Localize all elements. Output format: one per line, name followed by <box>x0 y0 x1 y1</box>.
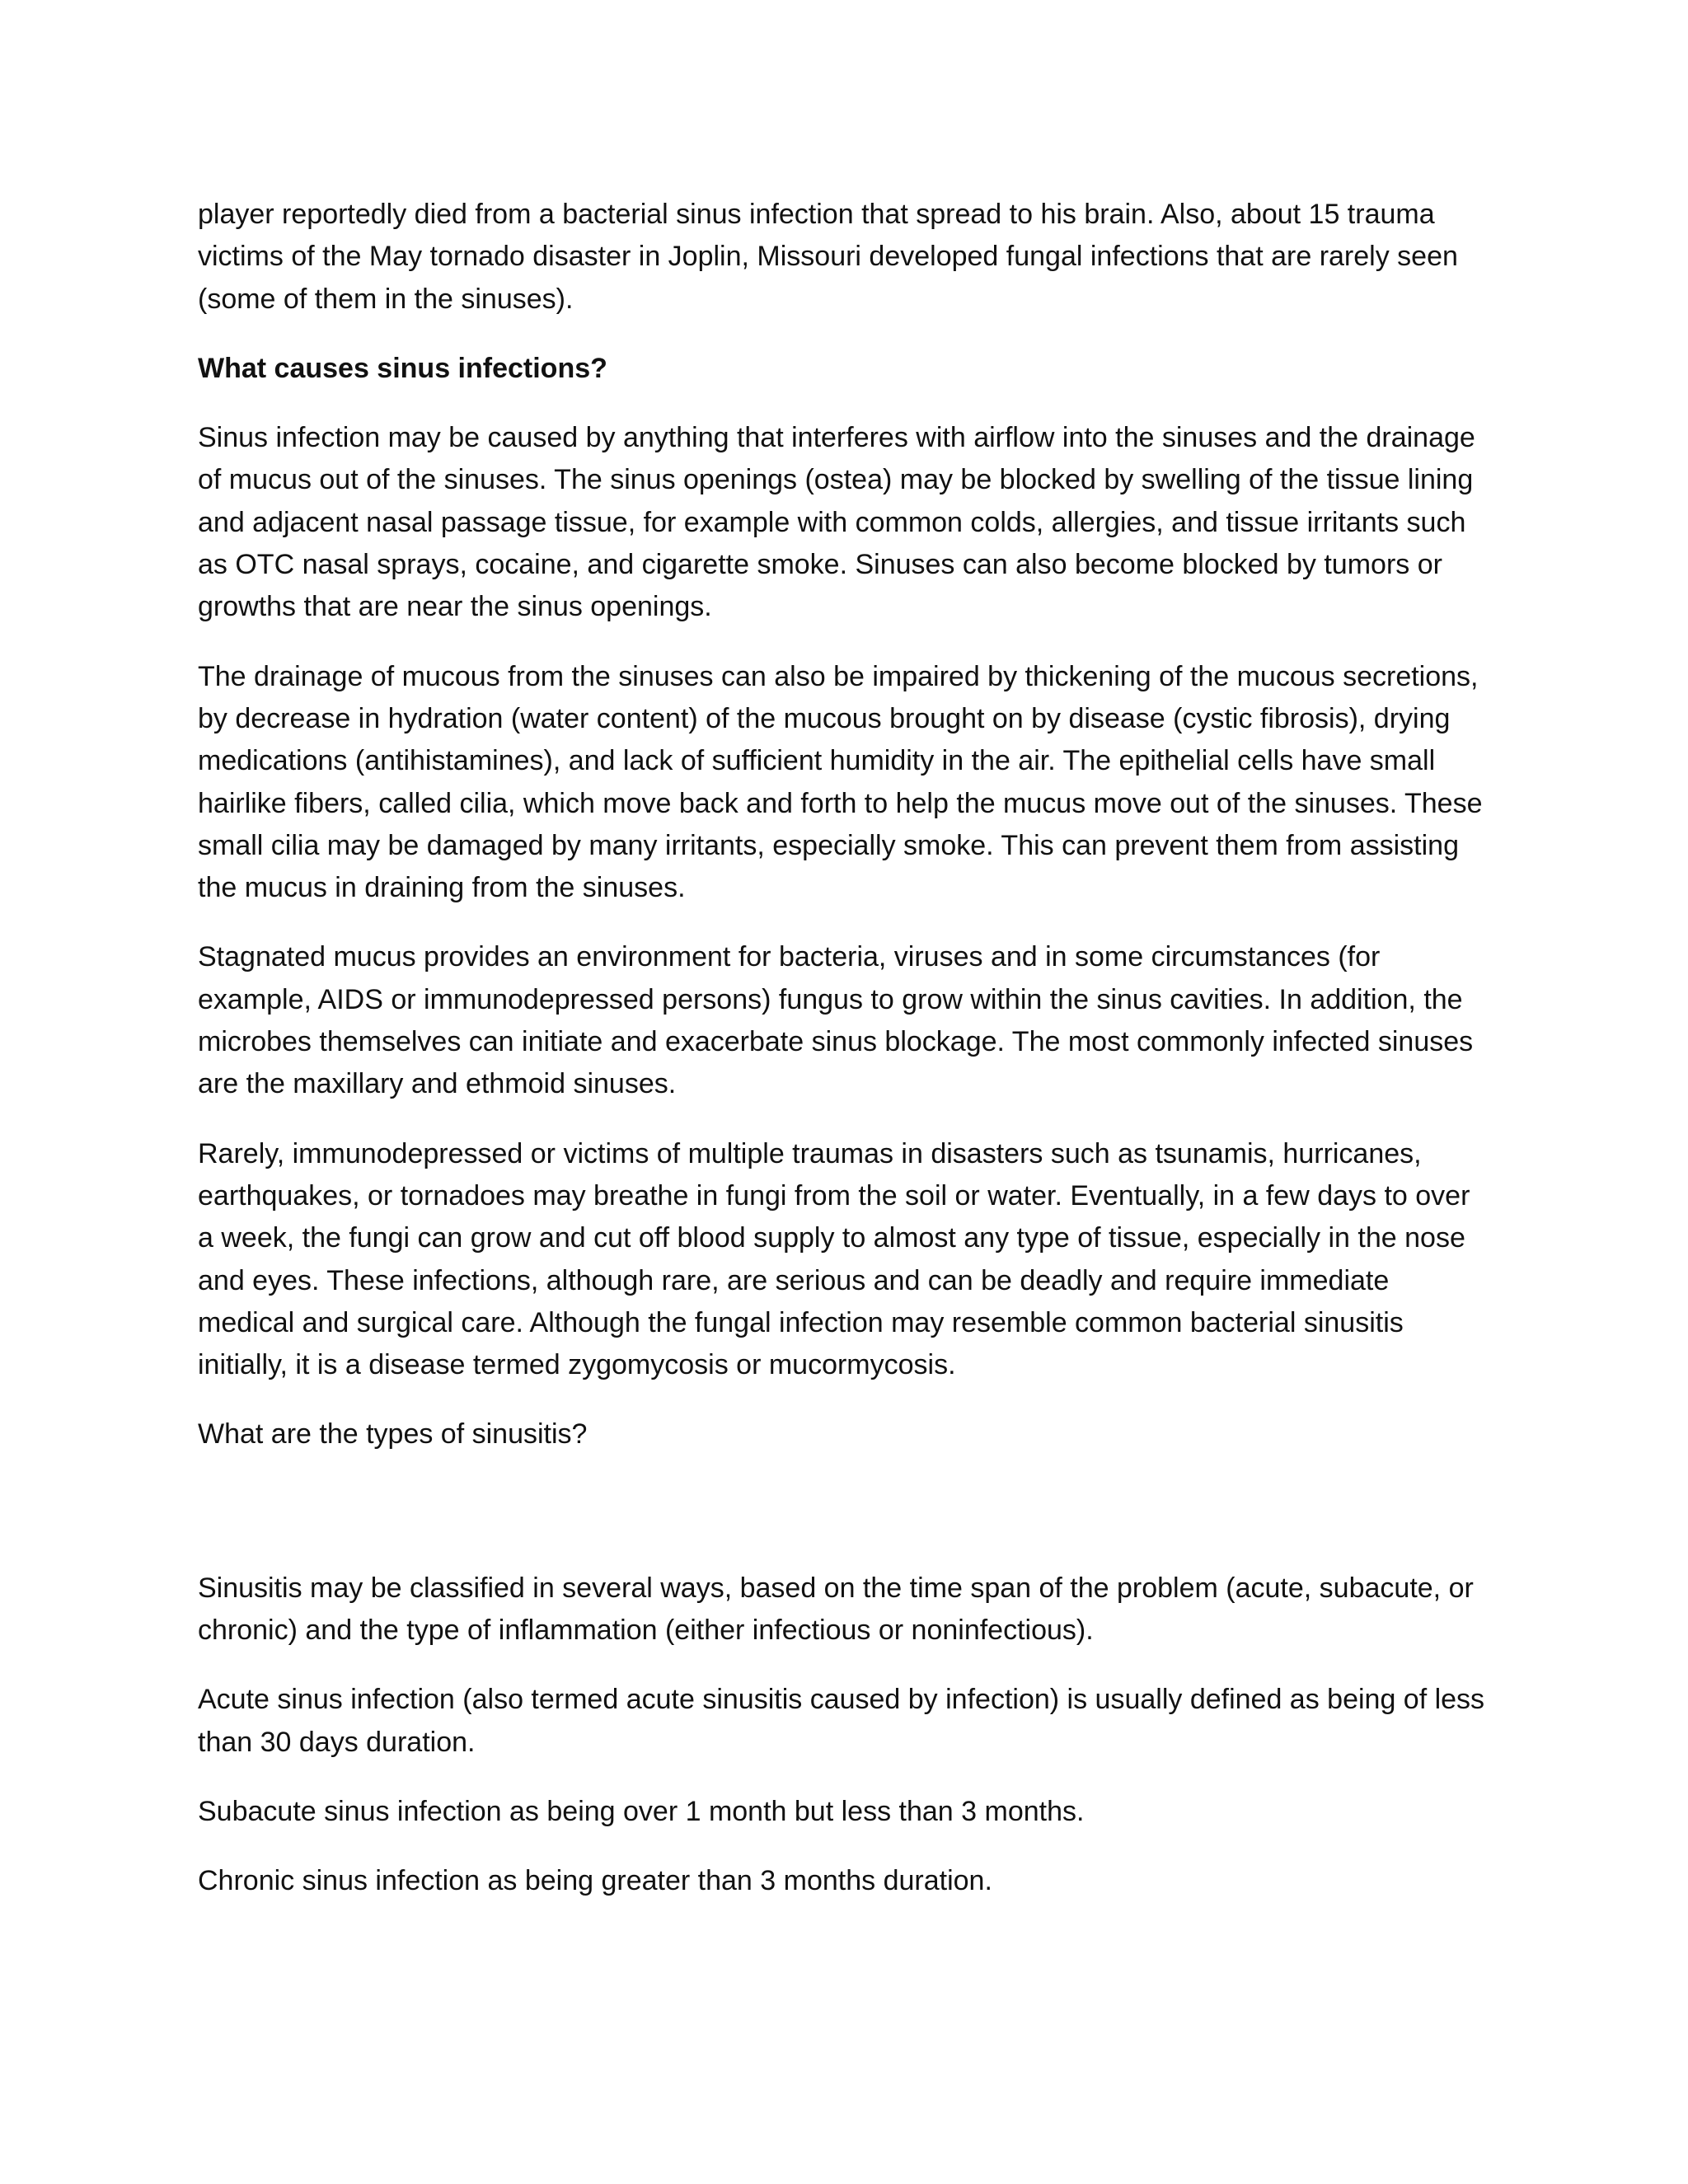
paragraph-classification: Sinusitis may be classified in several ways, based on the time span of the problem (acute, subacute, or chronic) and the type of inflammation (either infectious or noninfectious). <box>198 1572 1474 1647</box>
paragraph-causes: Sinus infection may be caused by anything that interferes with airflow into the sinuses and the drainage of mucus out of the sinuses. The sinus openings (ostea) may be blocked by swelling of the tissue lining and adjacent nasal passage tissue, for example with common colds, allergies, and tissue irritants such as OTC nasal sprays, cocaine, and cigarette smoke. Sinuses can also become blocked by tumors or growths that are near the sinus openings. <box>198 422 1475 623</box>
paragraph-drainage: The drainage of mucous from the sinuses can also be impaired by thickening of the mucous secretions, by decrease in hydration (water content) of the mucous brought on by disease (cystic fibrosis), drying medications (antihistamines), and lack of sufficient humidity in the air. The epithelial cells have small hairlike fibers, called cilia, which move back and forth to help the mucus move out of the sinuses. These small cilia may be damaged by many irritants, especially smoke. This can prevent them from assisting the mucus in draining from the sinuses. <box>198 660 1483 904</box>
paragraph-stagnated-mucus: Stagnated mucus provides an environment for bacteria, viruses and in some circumstances (for example, AIDS or immunodepressed persons) fungus to grow within the sinus cavities. In addition, the microbes themselves can initiate and exacerbate sinus blockage. The most commonly infected sinuses are the maxillary and ethmoid sinuses. <box>198 941 1474 1100</box>
paragraph-subacute: Subacute sinus infection as being over 1 month but less than 3 months. <box>198 1795 1085 1827</box>
paragraph-intro: player reportedly died from a bacterial sinus infection that spread to his brain. Also, about 15 trauma victims of the May tornado disaster in Joplin, Missouri developed fungal infections that are rarely seen (some of them in the sinuses). <box>198 199 1458 315</box>
paragraph-acute: Acute sinus infection (also termed acute sinusitis caused by infection) is usually defined as being of less than 30 days duration. <box>198 1684 1485 1758</box>
paragraph-fungal-rare: Rarely, immunodepressed or victims of multiple traumas in disasters such as tsunamis, hurricanes, earthquakes, or tornadoes may breathe in fungi from the soil or water. Eventually, in a few days to over a week, the fungi can grow and cut off blood supply to almost any type of tissue, especially in the nose and eyes. These infections, although rare, are serious and can be deadly and require immediate medical and surgical care. Although the fungal infection may resemble common bacterial sinusitis initially, it is a disease termed zygomycosis or mucormycosis. <box>198 1137 1470 1381</box>
document-page <box>198 194 1492 1930</box>
subheading-types: What are the types of sinusitis? <box>198 1418 588 1451</box>
paragraph-chronic: Chronic sinus infection as being greater than 3 months duration. <box>198 1865 992 1897</box>
heading-what-causes: What causes sinus infections? <box>198 352 607 384</box>
